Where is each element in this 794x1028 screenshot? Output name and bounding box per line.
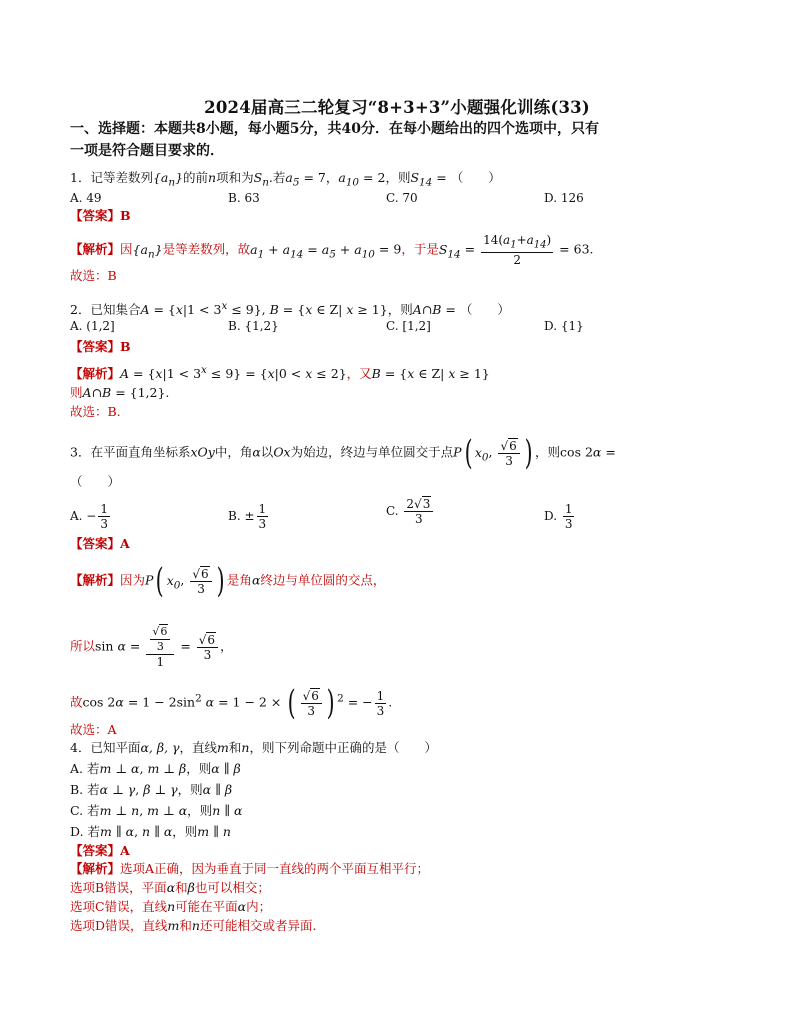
- q1-option-a: A. 49: [70, 191, 102, 205]
- q2-option-d: D. {1}: [544, 319, 584, 333]
- page-title: 2024届高三二轮复习“8+3+3”小题强化训练(33): [204, 98, 590, 117]
- q2-option-c: C. [1,2]: [386, 319, 431, 333]
- q2-analysis-cont: 则A∩B = {1,2}.: [70, 385, 170, 400]
- q4-analysis-1: 【解析】选项A正确，因为垂直于同一直线的两个平面互相平行；: [70, 861, 430, 876]
- q4-analysis-3: 选项C错误，直线n可能在平面α内；: [70, 899, 272, 914]
- q4-analysis-2: 选项B错误，平面α和β也可以相交；: [70, 880, 270, 895]
- q3-option-d: D. $\frac{1}{3}$: [544, 502, 573, 531]
- q3-answer: 【答案】A: [70, 536, 130, 551]
- question-3: 3．在平面直角坐标系xOy中，角α以Ox为始边，终边与单位圆交于点P( $x_0$, $\frac{√6}{3}$ ) ，则cos 2α =: [70, 433, 616, 473]
- q2-option-b: B. {1,2}: [228, 319, 279, 333]
- q3-option-a: A. − $\frac{1}{3}$: [70, 502, 108, 531]
- section-heading-cont: 一项是符合题目要求的．: [70, 143, 224, 159]
- q4-option-c: C. 若m ⊥ n, m ⊥ α，则n ∥ α: [70, 803, 243, 818]
- q4-option-b: B. 若α ⊥ γ, β ⊥ γ，则α ∥ β: [70, 782, 233, 797]
- q3-option-b: B. ± $\frac{1}{3}$: [228, 502, 267, 531]
- q4-option-d: D. 若m ∥ α, n ∥ α，则m ∥ n: [70, 824, 231, 839]
- q1-select: 故选：B: [70, 268, 117, 283]
- q1-option-c: C. 70: [386, 191, 418, 205]
- q2-answer: 【答案】B: [70, 339, 131, 354]
- q4-answer: 【答案】A: [70, 843, 130, 858]
- q4-option-a: A. 若m ⊥ α, m ⊥ β，则α ∥ β: [70, 761, 241, 776]
- q3-analysis-so: 所以sin α = $\frac{\frac{√6}{3}}{1}$ = $\frac{√6}{3}$ ，: [70, 625, 233, 669]
- question-1: 1．记等差数列$\{a_n\}$的前n项和为$S_n$.若$a_5 = 7$，$a_{10} = 2$，则$S_{14}$ = （ ）: [70, 170, 501, 189]
- q1-analysis: 【解析】因$\{a_n\}$是等差数列，故$a_1 + a_{14} = a_5 + a_{10} = 9$，于是$S_{14}$ = $\frac{14(a_1+a_{14})}{2}$ = 63.: [70, 233, 594, 268]
- section-heading: 一、选择题：本题共8小题，每小题5分，共40分．在每小题给出的四个选项中，只有: [70, 121, 599, 137]
- q1-answer: 【答案】B: [70, 208, 131, 223]
- q3-paren: （ ）: [70, 474, 121, 489]
- q2-select: 故选：B.: [70, 404, 121, 419]
- q2-option-a: A. (1,2]: [70, 319, 115, 333]
- q3-analysis: 【解析】因为P( $x_0$, $\frac{√6}{3}$ ) 是角α终边与单位圆的交点，: [70, 561, 386, 601]
- q1-option-d: D. 126: [544, 191, 584, 205]
- q1-option-b: B. 63: [228, 191, 260, 205]
- q3-analysis-therefore: 故$\cos 2\alpha = 1 - 2\sin^2$ α = 1 − 2 × ( $\frac{√6}{3}$ ) $^2$ = − $\frac{1}{3}$ .: [70, 683, 393, 723]
- question-4: 4．已知平面α, β, γ，直线m和n，则下列命题中正确的是（ ）: [70, 740, 437, 755]
- q2-analysis: 【解析】$A = \{x|1 < 3^x \le 9\} = \{x|0 < x \le 2\}$，又B = {x ∈ Z| x ≥ 1}: [70, 364, 490, 382]
- q3-option-c: C. $\frac{2√3}{3}$: [386, 497, 435, 526]
- q3-select: 故选：A: [70, 722, 117, 737]
- question-2: 2．已知集合$A = \{x|1 < 3^x \le 9\}$, B = {x ∈ Z| x ≥ 1}，则A∩B = （ ）: [70, 300, 510, 318]
- q4-analysis-4: 选项D错误，直线m和n还可能相交或者异面.: [70, 918, 317, 933]
